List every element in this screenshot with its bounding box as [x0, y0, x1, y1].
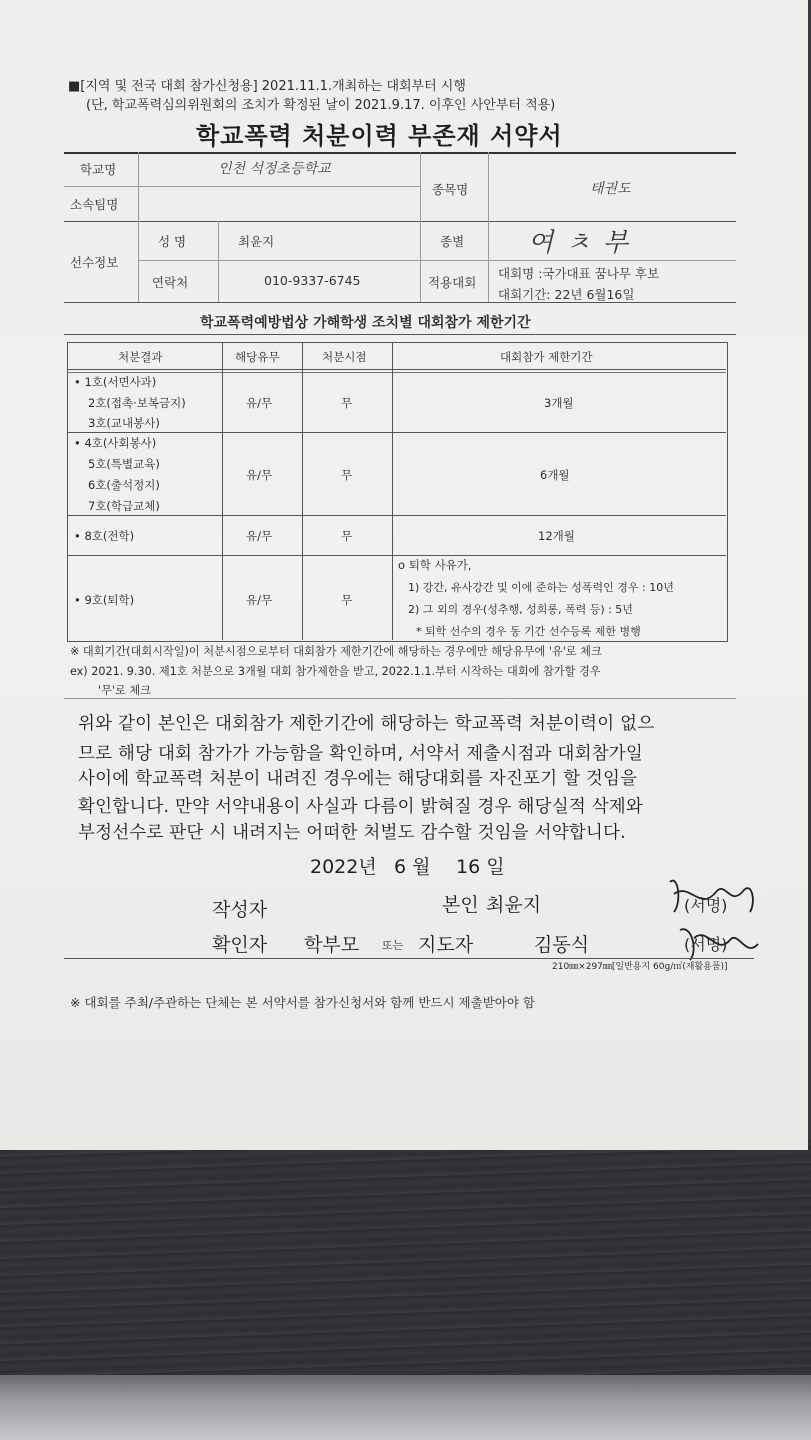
info-top-border: [64, 152, 736, 154]
competition-period: 대회기간: 22년 6월16일: [498, 287, 635, 302]
table-col-line: [392, 342, 393, 640]
coach-name: 김동식: [534, 934, 590, 956]
footer-note: ※ 대회를 주최/주관하는 단체는 본 서약서를 참가신청서와 함께 반드시 제출받아야 함: [70, 995, 535, 1010]
player-info-label: 선수정보: [70, 255, 119, 270]
oath-line: 므로 해당 대회 참가가 가능함을 확인하며, 서약서 제출시점과 대회참가일: [78, 744, 644, 764]
measure-text: • 9호(퇴학): [74, 593, 135, 607]
school-value: 인천 석정초등학교: [218, 161, 331, 177]
event-value: 태권도: [590, 181, 631, 197]
timing-cell: 무: [341, 396, 353, 410]
measure-text: • 4호(사회봉사): [74, 436, 157, 450]
table-row-line: [67, 555, 726, 556]
note-line: ※ 대회기간(대회시작일)이 처분시점으로부터 대회참가 제한기간에 해당하는 경우에만 해당유무에 '유'로 체크: [70, 645, 602, 658]
notice-line-1: ■[지역 및 전국 대회 참가신청용] 2021.11.1.개최하는 대회부터 시행: [68, 79, 466, 94]
self-label: 본인: [442, 894, 479, 916]
info-line: [64, 302, 736, 303]
self-signature-icon: [660, 872, 770, 922]
or-label: 또는: [382, 939, 404, 952]
info-divider: [138, 152, 139, 302]
table-col-line: [222, 342, 223, 640]
header-timing: 처분시점: [322, 350, 367, 364]
measures-table: [67, 342, 728, 642]
table-row-line: [67, 515, 726, 516]
measure-text: • 8호(전학): [74, 529, 135, 543]
info-divider: [218, 221, 219, 302]
info-line: [138, 260, 736, 261]
date-day: 16 일: [456, 856, 505, 878]
table-header-line: [67, 369, 726, 370]
limit-text: 2) 그 외의 경우(성추행, 성희롱, 폭력 등) : 5년: [408, 603, 633, 616]
limit-text: * 퇴학 선수의 경우 동 기간 선수등록 제한 병행: [416, 625, 641, 638]
confirmer-label: 확인자: [212, 934, 268, 956]
info-divider: [420, 152, 421, 302]
measure-text: 7호(학급교체): [88, 499, 160, 513]
self-name: 최윤지: [486, 894, 542, 916]
limit-text: o 퇴학 사유가,: [398, 558, 472, 572]
header-measure: 처분결과: [118, 350, 163, 364]
limit-text: 1) 강간, 유사강간 및 이에 준하는 성폭력인 경우 : 10년: [408, 581, 674, 594]
timing-cell: 무: [341, 468, 353, 482]
table-row-line: [67, 432, 726, 433]
school-label: 학교명: [80, 162, 117, 177]
limit-cell: 12개월: [538, 529, 575, 543]
oath-line: 부정선수로 판단 시 내려지는 어떠한 처벌도 감수할 것임을 서약합니다.: [78, 823, 626, 843]
measure-text: 5호(특별교육): [88, 457, 160, 471]
author-label: 작성자: [212, 899, 268, 921]
note-line: '무'로 체크: [98, 684, 151, 697]
measure-text: • 1호(서면사과): [74, 375, 157, 389]
coach-label: 지도자: [418, 934, 474, 956]
competition-name: 대회명 :국가대표 꿈나무 후보: [498, 266, 660, 281]
contact-value: 010-9337-6745: [264, 273, 361, 288]
info-line: [64, 221, 736, 222]
competition-label: 적용대회: [428, 275, 477, 290]
oath-line: 사이에 학교폭력 처분이 내려진 경우에는 해당대회를 자진포기 할 것임을: [78, 769, 638, 789]
paper-spec: 210㎜×297㎜[일반용지 60g/㎡(재활용품)]: [552, 962, 728, 972]
info-divider: [488, 152, 489, 302]
table-header-line-double: [67, 372, 726, 373]
parent-label: 학부모: [304, 934, 360, 956]
timing-cell: 무: [341, 593, 353, 607]
notes-divider: [64, 698, 736, 699]
name-value: 최윤지: [238, 234, 275, 249]
limit-cell: 3개월: [544, 396, 574, 410]
table-caption: 학교폭력예방법상 가해학생 조치별 대회참가 제한기간: [200, 315, 531, 331]
fabric-edge: [0, 1375, 811, 1440]
date-year: 2022년: [310, 856, 377, 878]
note-line: ex) 2021. 9.30. 제1호 처분으로 3개월 대회 참가제한을 받고, 2022.1.1.부터 시작하는 대회에 참가할 경우: [70, 665, 601, 678]
info-line: [64, 186, 420, 187]
header-limit: 대회참가 제한기간: [500, 350, 593, 364]
coach-seal: (서명): [684, 935, 728, 954]
contact-label: 연락처: [152, 275, 189, 290]
status-cell: 유/무: [246, 468, 273, 482]
oath-line: 위와 같이 본인은 대회참가 제한기간에 해당하는 학교폭력 처분이력이 없으: [78, 714, 655, 734]
name-label: 성 명: [158, 234, 187, 249]
date-month: 6 월: [394, 856, 431, 878]
gender-value: 여 ㅊ 부: [528, 228, 630, 258]
measure-text: 6호(출석정지): [88, 478, 160, 492]
timing-cell: 무: [341, 529, 353, 543]
oath-line: 확인합니다. 만약 서약내용이 사실과 다름이 밝혀질 경우 해당실적 삭제와: [78, 797, 644, 817]
notice-line-2: (단, 학교폭력심의위원회의 조치가 확정된 날이 2021.9.17. 이후인 사안부터 적용): [86, 98, 556, 113]
measure-text: 3호(교내봉사): [88, 416, 160, 430]
gender-label: 종별: [440, 234, 465, 249]
status-cell: 유/무: [246, 593, 273, 607]
table-col-line: [302, 342, 303, 640]
caption-line: [64, 334, 736, 335]
limit-cell: 6개월: [540, 468, 570, 482]
self-seal: (서명): [684, 896, 728, 915]
status-cell: 유/무: [246, 529, 273, 543]
event-label: 종목명: [432, 182, 469, 197]
header-status: 해당유무: [235, 350, 280, 364]
status-cell: 유/무: [246, 396, 273, 410]
page-title: 학교폭력 처분이력 부존재 서약서: [196, 122, 563, 150]
team-label: 소속팀명: [70, 197, 119, 212]
measure-text: 2호(접촉·보복금지): [88, 396, 186, 410]
